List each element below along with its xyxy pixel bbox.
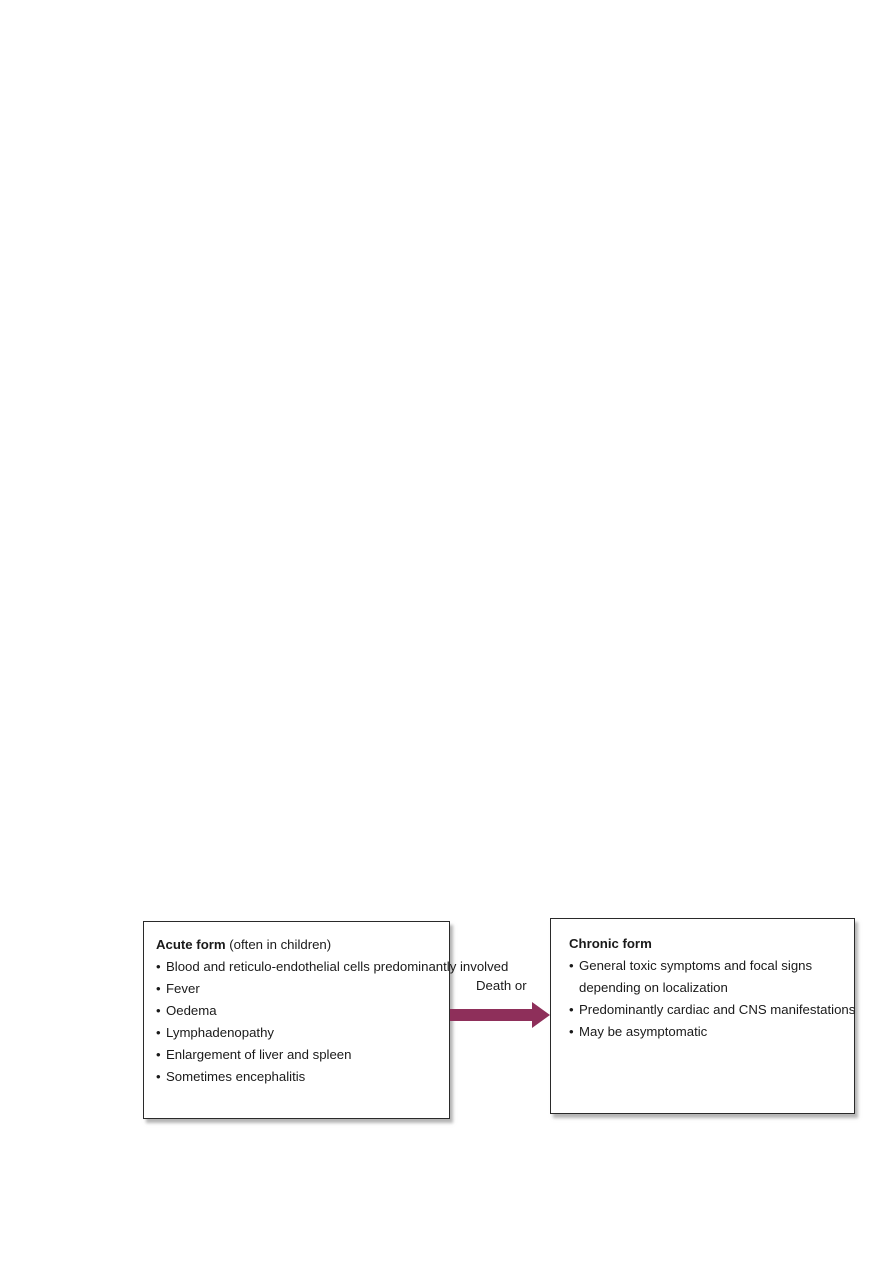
list-item-text: Oedema bbox=[166, 1003, 217, 1018]
chronic-form-title-strong: Chronic form bbox=[569, 936, 652, 951]
list-item bbox=[569, 999, 854, 1021]
list-item bbox=[156, 1044, 449, 1066]
list-item-text: General toxic symptoms and focal signs depending on localization bbox=[579, 958, 813, 995]
acute-form-title bbox=[156, 934, 449, 956]
arrow-label: Death or bbox=[476, 978, 527, 993]
bullet: • bbox=[156, 1047, 161, 1062]
list-item bbox=[156, 1022, 449, 1044]
bullet: • bbox=[156, 1003, 161, 1018]
chronic-form-title bbox=[569, 933, 854, 955]
bullet: • bbox=[569, 958, 574, 973]
bullet: • bbox=[156, 1025, 161, 1040]
acute-form-title-strong: Acute form bbox=[156, 937, 226, 952]
bullet: • bbox=[569, 1024, 574, 1039]
bullet: • bbox=[569, 1002, 574, 1017]
chronic-form-list bbox=[569, 955, 854, 1043]
list-item-text: Enlargement of liver and spleen bbox=[166, 1047, 352, 1062]
list-item-text: Lymphadenopathy bbox=[166, 1025, 275, 1040]
list-item-text: Sometimes encephalitis bbox=[166, 1069, 306, 1084]
list-item bbox=[569, 955, 819, 999]
list-item bbox=[156, 956, 509, 978]
list-item bbox=[156, 1066, 449, 1088]
list-item-text: Predominantly cardiac and CNS manifestations bbox=[579, 1002, 856, 1017]
bullet: • bbox=[156, 1069, 161, 1084]
list-item bbox=[156, 1000, 449, 1022]
list-item-text: Fever bbox=[166, 981, 200, 996]
progression-arrow-icon bbox=[450, 985, 552, 1045]
list-item bbox=[569, 1021, 854, 1043]
chronic-form-box bbox=[550, 918, 855, 1114]
arrow-shape bbox=[450, 1002, 550, 1028]
list-item-text: May be asymptomatic bbox=[579, 1024, 708, 1039]
list-item-text: Blood and reticulo-endothelial cells predominantly involved bbox=[166, 959, 509, 974]
acute-form-title-note: (often in children) bbox=[225, 937, 332, 952]
bullet: • bbox=[156, 981, 161, 996]
list-item bbox=[156, 978, 449, 1000]
bullet: • bbox=[156, 959, 161, 974]
